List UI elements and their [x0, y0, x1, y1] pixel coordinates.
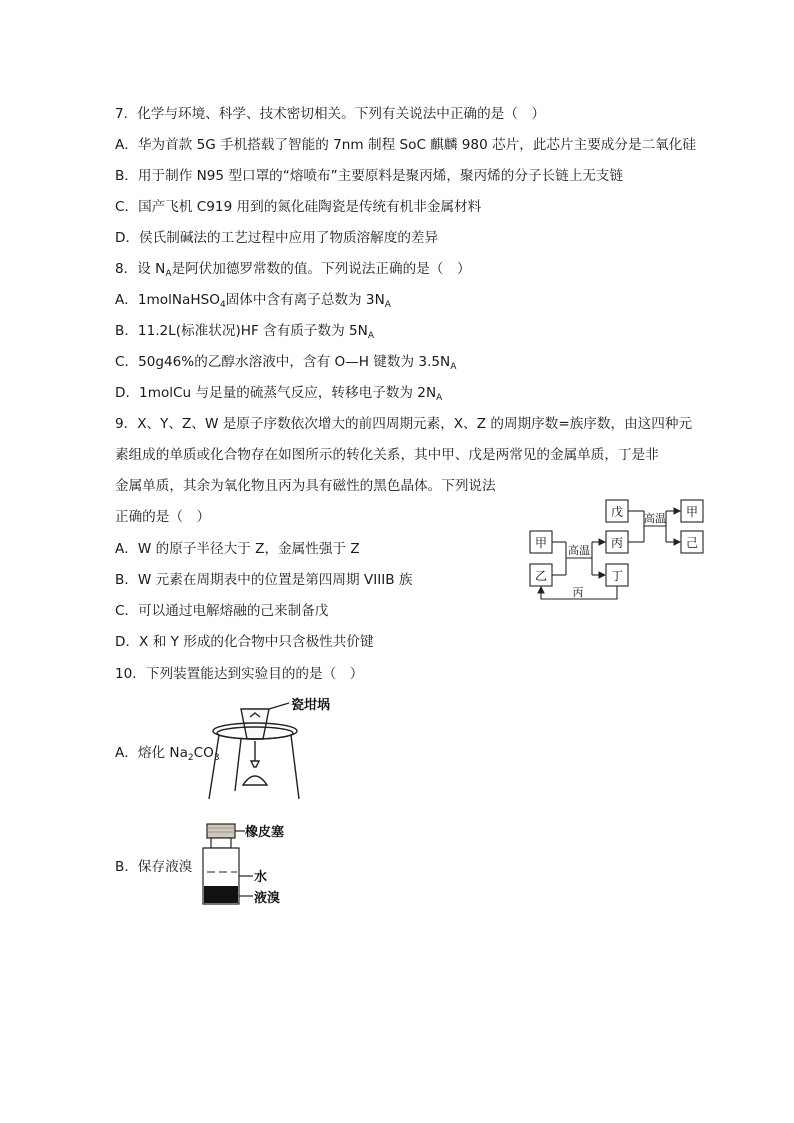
crucible-label: 瓷坩埚: [291, 698, 331, 713]
crucible-tripod-apparatus: [205, 695, 365, 805]
q9-option-d: D．X 和 Y 形成的化合物中只含极性共价键: [115, 634, 374, 650]
bromine-label: 液溴: [254, 891, 281, 906]
label-ji: 己: [685, 536, 699, 550]
water-label: 水: [254, 870, 268, 885]
label-yi: 乙: [534, 569, 548, 583]
label-jia-right: 甲: [685, 505, 699, 519]
q9-option-c: C．可以通过电解熔融的己来制备戊: [115, 603, 329, 619]
q9-stem-line4: 正确的是（ ）: [115, 509, 211, 525]
q7-option-a: A．华为首款 5G 手机搭载了智能的 7nm 制程 SoC 麒麟 980 芯片，此芯片主要成分是二氧化硅: [115, 137, 696, 153]
label-ding: 丁: [610, 569, 624, 583]
q7-option-d: D．侯氏制碱法的工艺过程中应用了物质溶解度的差异: [115, 230, 439, 246]
q10-stem: 10．下列装置能达到实验目的的是（ ）: [115, 666, 364, 682]
q7-option-c: C．国产飞机 C919 用到的氮化硅陶瓷是传统有机非金属材料: [115, 199, 482, 215]
q9-option-a: A．W 的原子半径大于 Z，金属性强于 Z: [115, 541, 360, 557]
label-bing: 丙: [610, 536, 624, 550]
q9-stem-line2: 素组成的单质或化合物存在如图所示的转化关系，其中甲、戊是两常见的金属单质，丁是非: [115, 447, 659, 463]
q8-option-b: B．11.2L(标准状况)HF 含有质子数为 $5N_A$: [115, 323, 374, 341]
q10-option-a-label: A．熔化 $Na_2CO_3$: [115, 745, 220, 763]
q8-option-d: D．1molCu 与足量的硫蒸气反应，转移电子数为 $2N_A$: [115, 385, 443, 403]
stopper-label: 橡皮塞: [245, 825, 285, 840]
q8-option-a: A．1molNaHSO$_4$固体中含有离子总数为 $3N_A$: [115, 292, 391, 310]
label-wu: 戊: [610, 505, 624, 519]
q7-option-b: B．用于制作 N95 型口罩的“熔喷布”主要原料是聚丙烯，聚丙烯的分子长链上无支链: [115, 168, 624, 184]
q10-option-b-label: B．保存液溴: [115, 859, 193, 875]
label-jia: 甲: [534, 536, 548, 550]
q9-stem-line1: 9．X、Y、Z、W 是原子序数依次增大的前四周期元素，X、Z 的周期序数=族序数，由这四种元: [115, 416, 693, 432]
q8-option-c: C．50g46%的乙醇水溶液中，含有 O—H 键数为 $3.5N_A$: [115, 354, 457, 372]
q7-stem: 7．化学与环境、科学、技术密切相关。下列有关说法中正确的是（ ）: [115, 106, 546, 122]
q8-stem: 8．设 $N_A$是阿伏加德罗常数的值。下列说法正确的是（ ）: [115, 261, 471, 279]
q9-stem-line3: 金属单质，其余为氧化物且丙为具有磁性的黑色晶体。下列说法: [115, 478, 496, 494]
label-gaowen-2: 高温: [644, 512, 666, 525]
q9-option-b: B．W 元素在周期表中的位置是第四周期 VIIIB 族: [115, 572, 413, 588]
label-gaowen-1: 高温: [568, 544, 590, 557]
reagent-bottle-apparatus: [195, 818, 305, 912]
label-bing-bottom: 丙: [572, 586, 584, 599]
q9-transformation-diagram: [526, 498, 710, 604]
